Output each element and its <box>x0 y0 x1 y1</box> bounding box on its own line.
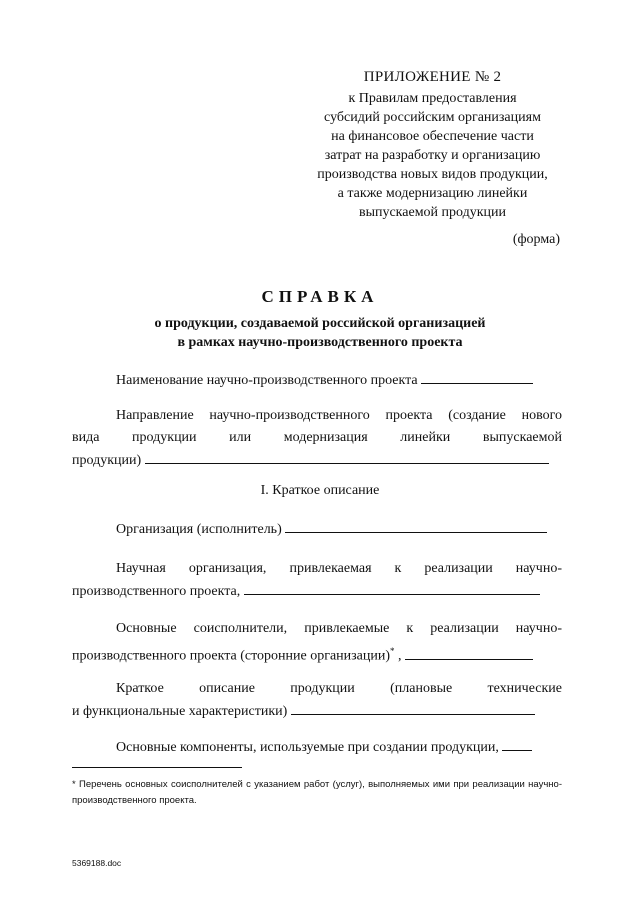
product-desc-blank[interactable] <box>291 700 535 715</box>
appendix-line: затрат на разработку и организацию <box>324 148 541 163</box>
organization-label: Организация (исполнитель) <box>116 522 282 537</box>
components-label: Основные компоненты, используемые при создании продукции, <box>116 740 499 755</box>
appendix-line: к Правилам предоставления <box>348 91 517 106</box>
coexecutors-label-1: Основные соисполнители, привлекаемые к реализации научно- <box>116 621 562 636</box>
coexecutors-suffix: , <box>394 648 402 664</box>
document-title: СПРАВКА <box>261 287 379 306</box>
direction-blank[interactable] <box>145 449 549 464</box>
coexecutors-line-2 <box>72 640 562 668</box>
appendix-line: выпускаемой продукции <box>358 205 507 220</box>
section-heading: I. Краткое описание <box>260 483 380 498</box>
appendix-line: субсидий российским организациям <box>324 110 541 125</box>
project-name-label: Наименование научно-производственного проекта <box>116 373 418 388</box>
components-blank[interactable] <box>502 736 532 751</box>
direction-line-3 <box>72 449 562 472</box>
appendix-block <box>290 68 575 222</box>
form-label: (форма) <box>512 232 560 247</box>
coexecutors-label-2: производственного проекта (сторонние организации) <box>72 648 391 664</box>
science-org-label-2: производственного проекта, <box>72 584 241 599</box>
science-org-blank[interactable] <box>244 580 540 595</box>
direction-label-1: Направление научно-производственного проекта (создание нового <box>116 408 562 423</box>
product-desc-label-2: и функциональные характеристики) <box>72 704 288 719</box>
science-org-line-2 <box>72 580 562 603</box>
appendix-line: на финансовое обеспечение части <box>331 129 534 144</box>
footnote-mark: * <box>390 646 395 656</box>
project-name-blank[interactable] <box>421 369 533 384</box>
document-subtitle <box>0 314 640 352</box>
appendix-title: ПРИЛОЖЕНИЕ № 2 <box>363 69 502 85</box>
project-name-field <box>72 369 562 392</box>
product-desc-line-2 <box>72 700 562 723</box>
file-name: 5369188.doc <box>72 858 122 868</box>
appendix-line: производства новых видов продукции, <box>317 167 548 182</box>
footnote-divider <box>72 767 242 768</box>
appendix-line: а также модернизацию линейки <box>337 186 528 201</box>
coexecutors-line-1 <box>72 618 562 640</box>
footnote-text: * Перечень основных соисполнителей с указанием работ (услуг), выполняемых ими при реализации научно-производственного проекта. <box>72 779 562 806</box>
direction-label-2: вида продукции или модернизация линейки выпускаемой <box>72 430 562 445</box>
subtitle-line: о продукции, создаваемой российской организацией <box>154 316 486 331</box>
components-field <box>72 736 562 759</box>
science-org-line-1 <box>72 558 562 580</box>
organization-blank[interactable] <box>285 518 547 533</box>
direction-line-1 <box>72 405 562 427</box>
science-org-label-1: Научная организация, привлекаемая к реализации научно- <box>116 561 562 576</box>
direction-line-2 <box>72 427 562 449</box>
organization-field <box>72 518 562 541</box>
coexecutors-blank[interactable] <box>405 645 533 660</box>
product-desc-label-1: Краткое описание продукции (плановые технические <box>116 681 562 696</box>
product-desc-line-1 <box>72 678 562 700</box>
direction-label-3: продукции) <box>72 453 142 468</box>
subtitle-line: в рамках научно-производственного проекта <box>177 335 463 350</box>
